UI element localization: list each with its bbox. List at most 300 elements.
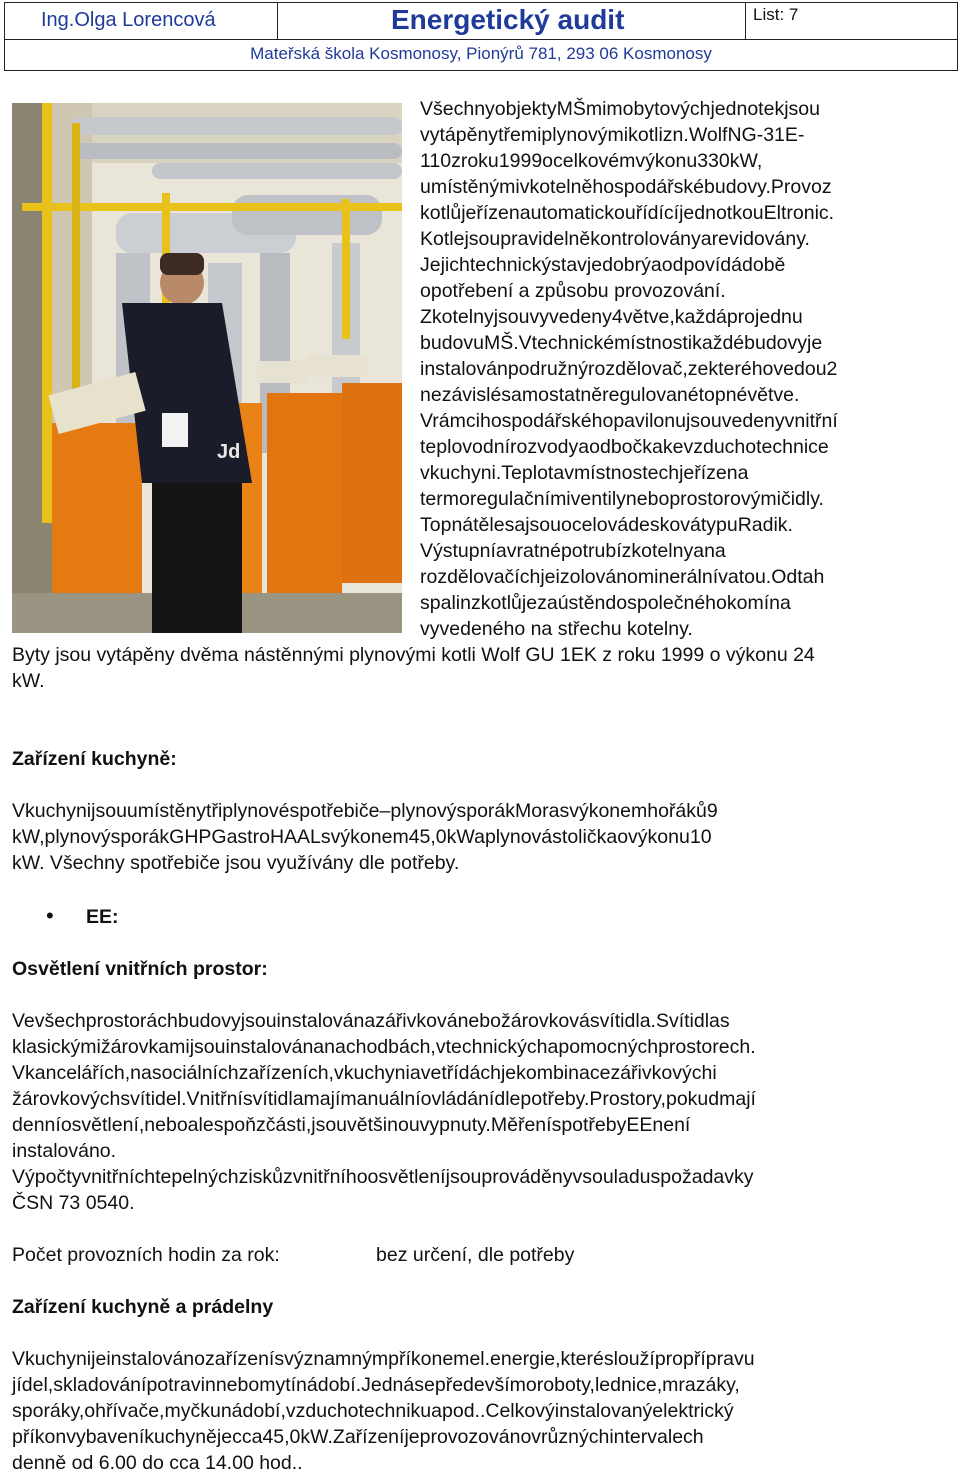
- text-line: instalováno.: [12, 1140, 117, 1162]
- word: kotelny: [631, 540, 694, 562]
- word: dobrý: [602, 254, 651, 276]
- word: ke: [662, 436, 684, 458]
- word: budovy: [744, 332, 808, 354]
- word: lednice,: [594, 1374, 663, 1396]
- word: pokud: [665, 1088, 720, 1110]
- word: kuchyni: [343, 1062, 410, 1084]
- word: příkonem: [388, 1348, 470, 1370]
- word: se: [414, 1374, 435, 1396]
- word: Topná: [420, 514, 474, 536]
- header-divider: [277, 3, 278, 39]
- word: V: [12, 1348, 26, 1370]
- word: izolováno: [555, 566, 638, 588]
- word: vatou.: [718, 566, 772, 588]
- word: MŠ.: [483, 332, 519, 354]
- word: svítidel.: [120, 1088, 187, 1110]
- word: o: [617, 826, 629, 848]
- word: hospodářského: [479, 410, 614, 432]
- word: sporák: [110, 826, 170, 848]
- text-line: [12, 1398, 948, 1424]
- text-line: [12, 1372, 948, 1398]
- word: celkovém: [553, 150, 636, 172]
- word: hospodářské: [592, 176, 705, 198]
- word: nádobí,: [220, 1400, 286, 1422]
- word: objekty: [494, 98, 557, 120]
- word: kW,: [729, 150, 763, 172]
- word: jsou: [240, 1010, 277, 1032]
- word: zářivková: [375, 1010, 458, 1032]
- word: nezávislé: [420, 384, 502, 406]
- word: není: [652, 1114, 691, 1136]
- word: na: [130, 1062, 152, 1084]
- word: většinou: [347, 1114, 420, 1136]
- word: plynový: [44, 826, 111, 848]
- word: 1999: [498, 150, 543, 172]
- header-page-number: List: 7: [753, 5, 799, 24]
- word: Z: [420, 306, 432, 328]
- word: je: [586, 254, 603, 276]
- word: zařízeních,: [238, 1062, 334, 1084]
- word: mytí: [259, 1374, 297, 1396]
- word: a: [431, 1400, 442, 1422]
- word: v: [564, 462, 574, 484]
- text-line: [12, 1346, 948, 1372]
- word: Gastro: [211, 826, 270, 848]
- word: nebo: [457, 1010, 501, 1032]
- word: budovy.: [704, 176, 771, 198]
- word: manuální: [340, 1088, 421, 1110]
- word: roboty,: [536, 1374, 595, 1396]
- text-line: [420, 434, 948, 460]
- word: kancelářích,: [25, 1062, 131, 1084]
- word: Svítidla: [655, 1010, 720, 1032]
- word: Radik.: [737, 514, 793, 536]
- word: osvětlení,: [60, 1114, 145, 1136]
- word: vybavení: [66, 1426, 145, 1448]
- word: vedou: [773, 358, 827, 380]
- text-line: [12, 1164, 948, 1190]
- ee-label: EE:: [86, 906, 119, 928]
- word: technický: [469, 254, 552, 276]
- word: s: [274, 1348, 285, 1370]
- text-line: [420, 486, 948, 512]
- word: Odtah: [771, 566, 825, 588]
- word: pomocných: [558, 1036, 659, 1058]
- word: o: [525, 1374, 537, 1396]
- word: typu: [700, 514, 738, 536]
- word: spotřeby: [551, 1114, 627, 1136]
- kitchen-paragraph: [12, 798, 948, 876]
- word: instalovaný: [554, 1400, 653, 1422]
- word: příkon: [12, 1426, 67, 1448]
- text-line: [12, 798, 948, 824]
- word: jsou: [784, 98, 820, 120]
- word: kW.: [300, 1426, 333, 1448]
- word: rozdělovač,: [588, 358, 688, 380]
- lighting-paragraph: [12, 1008, 948, 1216]
- word: kW: [446, 826, 475, 848]
- word: osvětlení: [367, 1166, 446, 1188]
- word: části,: [265, 1114, 312, 1136]
- word: teplovodní: [420, 436, 510, 458]
- word: EE: [626, 1114, 653, 1136]
- word: odpovídá: [661, 254, 742, 276]
- word: jsou: [685, 410, 722, 432]
- word: Výstupní: [420, 540, 496, 562]
- word: ovládání: [420, 1088, 495, 1110]
- word: tři: [206, 800, 223, 822]
- word: jsou: [311, 1114, 348, 1136]
- text-line: [420, 148, 948, 174]
- word: každá: [674, 306, 727, 328]
- word: budovy: [177, 1010, 241, 1032]
- word: instalován: [420, 358, 508, 380]
- word: plynová: [484, 826, 553, 848]
- word: Ve: [12, 1010, 35, 1032]
- word: vnitřního: [292, 1166, 368, 1188]
- word: denní: [12, 1114, 61, 1136]
- word: přípravu: [683, 1348, 755, 1370]
- word: spalin: [420, 592, 471, 614]
- word: el.energie,: [469, 1348, 561, 1370]
- word: v: [519, 176, 530, 198]
- word: pavilonu: [613, 410, 686, 432]
- header-title: Energetický audit: [391, 4, 625, 35]
- word: NG-31: [727, 124, 785, 146]
- word: instalována: [276, 1010, 376, 1032]
- word: s: [320, 826, 331, 848]
- word: všech: [34, 1010, 86, 1032]
- word: pod..: [442, 1400, 486, 1422]
- text-line: [12, 1008, 948, 1034]
- text-line: [420, 252, 948, 278]
- word: pro: [726, 306, 756, 328]
- word: desková: [628, 514, 701, 536]
- word: s: [559, 800, 570, 822]
- word: Eltronic.: [763, 202, 835, 224]
- text-line: ČSN 73 0540.: [12, 1192, 135, 1214]
- word: společného: [627, 592, 727, 614]
- word: větve.: [747, 384, 800, 406]
- word: ve: [420, 1062, 442, 1084]
- text-line: [12, 1086, 948, 1112]
- word: místnosti: [614, 332, 693, 354]
- word: je: [500, 1062, 517, 1084]
- word: je: [404, 1426, 420, 1448]
- word: prostorách: [85, 1010, 178, 1032]
- word: nebo: [625, 488, 670, 510]
- word: umístěnými: [420, 176, 520, 198]
- word: třídách: [441, 1062, 501, 1084]
- word: do: [605, 592, 628, 614]
- word: cca: [232, 1426, 263, 1448]
- text-line: [12, 1424, 948, 1450]
- text-line: [12, 1112, 948, 1138]
- text-line: [420, 122, 948, 148]
- word: jsou: [91, 800, 127, 822]
- word: vratné: [506, 540, 561, 562]
- text-line: [420, 174, 948, 200]
- word: na: [324, 1036, 346, 1058]
- word: o: [542, 150, 554, 172]
- word: technických: [445, 1036, 548, 1058]
- text-line: [420, 330, 948, 356]
- text-line: [420, 356, 948, 382]
- word: souladu: [582, 1166, 651, 1188]
- word: požadavky: [660, 1166, 754, 1188]
- word: V: [12, 1062, 26, 1084]
- word: je: [679, 462, 695, 484]
- word: a: [578, 436, 590, 458]
- word: 45,0: [408, 826, 447, 848]
- text-line: kW.: [12, 670, 45, 692]
- word: bytových: [633, 98, 711, 120]
- word: technické: [531, 332, 615, 354]
- kitchen-heading: Zařízení kuchyně:: [12, 748, 177, 770]
- word: z: [451, 150, 461, 172]
- word: žárovková: [500, 1010, 590, 1032]
- word: je: [91, 1348, 107, 1370]
- word: sporák: [456, 800, 515, 822]
- word: je: [540, 566, 556, 588]
- word: vedeny: [721, 410, 785, 432]
- word: kuchyni: [25, 800, 92, 822]
- word: umístěny: [126, 800, 207, 822]
- text-line: [420, 382, 948, 408]
- kitchen-laundry-heading: Zařízení kuchyně a prádelny: [12, 1296, 274, 1318]
- word: nebo: [144, 1114, 188, 1136]
- word: v: [435, 1036, 446, 1058]
- word: a: [650, 254, 662, 276]
- text-line: kW. Všechny spotřebiče jsou využívány dle potřeby.: [12, 852, 460, 874]
- word: nádobí.: [296, 1374, 362, 1396]
- word: čidly.: [780, 488, 824, 510]
- word: budovu: [420, 332, 484, 354]
- word: a: [474, 826, 485, 848]
- word: z: [621, 540, 632, 562]
- word: kotli: [628, 124, 663, 146]
- word: prováděny: [481, 1166, 573, 1188]
- word: jsou: [189, 1036, 226, 1058]
- word: je: [807, 332, 823, 354]
- word: tepelných: [155, 1166, 239, 1188]
- word: mají: [719, 1088, 756, 1110]
- word: vypnuty.: [419, 1114, 491, 1136]
- hours-label: Počet provozních hodin za rok:: [12, 1244, 280, 1266]
- word: stolička: [552, 826, 618, 848]
- word: kontrolovány: [590, 228, 701, 250]
- word: 9: [706, 800, 718, 822]
- word: V: [420, 410, 433, 432]
- word: skladování: [53, 1374, 147, 1396]
- word: zaústěn: [537, 592, 606, 614]
- word: žárovkami: [100, 1036, 190, 1058]
- word: Prostory,: [589, 1088, 666, 1110]
- word: alespoň: [187, 1114, 256, 1136]
- word: je: [461, 202, 477, 224]
- word: automatickou: [519, 202, 636, 224]
- word: provozováno: [419, 1426, 532, 1448]
- word: prostorech.: [658, 1036, 756, 1058]
- word: elektrický: [652, 1400, 734, 1422]
- word: sporáky,: [12, 1400, 85, 1422]
- word: je: [216, 1426, 233, 1448]
- word: žárovkových: [12, 1088, 121, 1110]
- word: Měření: [490, 1114, 552, 1136]
- word: a: [547, 1036, 559, 1058]
- heating-paragraph: [420, 96, 948, 642]
- header-subtitle: Mateřská škola Kosmonosy, Pionýrů 781, 293 06 Kosmonosy: [250, 44, 712, 63]
- word: ventily: [570, 488, 626, 510]
- word: zařízení: [204, 1348, 275, 1370]
- word: pravidelně: [500, 228, 591, 250]
- word: jsou: [464, 228, 501, 250]
- word: kuchyni.: [429, 462, 502, 484]
- word: tělesa: [473, 514, 526, 536]
- word: podružný: [507, 358, 589, 380]
- text-line: [420, 564, 948, 590]
- word: Wolf: [688, 124, 728, 146]
- word: kotlů: [480, 592, 522, 614]
- word: V: [518, 332, 532, 354]
- word: roku: [460, 150, 499, 172]
- word: kW,: [12, 826, 45, 848]
- word: době: [742, 254, 786, 276]
- word: a: [409, 1062, 421, 1084]
- word: jídel,: [12, 1374, 54, 1396]
- word: instalována: [225, 1036, 325, 1058]
- word: Provoz: [770, 176, 832, 198]
- word: a: [700, 228, 712, 250]
- bullet-icon: •: [46, 903, 54, 928]
- kitchen-laundry-paragraph: [12, 1346, 948, 1476]
- word: prostorovými: [669, 488, 781, 510]
- word: místnostech: [573, 462, 680, 484]
- word: kotlů: [420, 202, 462, 224]
- text-line: [420, 538, 948, 564]
- word: plynový: [390, 800, 457, 822]
- word: potravin: [146, 1374, 216, 1396]
- word: MŠ: [556, 98, 586, 120]
- word: řízena: [694, 462, 749, 484]
- word: Celkový: [485, 1400, 555, 1422]
- word: zn.: [662, 124, 689, 146]
- word: sociálních: [151, 1062, 239, 1084]
- word: komína: [726, 592, 791, 614]
- word: ze: [687, 358, 709, 380]
- word: termoregulačními: [420, 488, 571, 510]
- word: odbočka: [589, 436, 663, 458]
- text-line: [420, 512, 948, 538]
- word: vzduchotechnice: [683, 436, 829, 458]
- word: Vnitřní: [186, 1088, 243, 1110]
- word: stav: [551, 254, 587, 276]
- word: 2: [826, 358, 838, 380]
- word: i: [712, 1062, 717, 1084]
- word: výkonu: [628, 826, 690, 848]
- word: jsou: [445, 1166, 482, 1188]
- word: Výpočty: [12, 1166, 82, 1188]
- word: instalováno: [106, 1348, 205, 1370]
- word: myčku: [164, 1400, 221, 1422]
- word: kotelny: [431, 306, 494, 328]
- text-line: [420, 460, 948, 486]
- text-line: [420, 304, 948, 330]
- word: vytápěny: [420, 124, 499, 146]
- word: kuchyni: [25, 1348, 92, 1370]
- word: topné: [698, 384, 748, 406]
- word: Zařízení: [332, 1426, 405, 1448]
- text-line: [420, 590, 948, 616]
- word: 45,0: [262, 1426, 301, 1448]
- word: slouží: [603, 1348, 655, 1370]
- boiler-room-illustration: [12, 103, 402, 633]
- text-line: [12, 824, 948, 850]
- word: pro: [654, 1348, 684, 1370]
- word: E-: [784, 124, 805, 146]
- word: minerální: [637, 566, 719, 588]
- hours-value: bez určení, dle potřeby: [376, 1244, 575, 1266]
- word: rozvody: [510, 436, 579, 458]
- word: vnitřních: [81, 1166, 156, 1188]
- word: potřeby.: [520, 1088, 590, 1110]
- header-author: Ing.Olga Lorencová: [41, 9, 216, 31]
- word: v: [333, 1062, 344, 1084]
- boiler-room-photo: [12, 103, 402, 633]
- word: plynovými: [541, 124, 629, 146]
- word: 10: [689, 826, 712, 848]
- word: ohřívače,: [84, 1400, 165, 1422]
- word: kotelně: [529, 176, 593, 198]
- text-line: [420, 96, 948, 122]
- word: větve,: [622, 306, 675, 328]
- svg-text:Jd: Jd: [217, 441, 241, 463]
- word: chodbách,: [345, 1036, 436, 1058]
- word: jednu: [755, 306, 803, 328]
- page-header: [4, 2, 958, 39]
- text-line: vyvedeného na střechu kotelny.: [420, 618, 693, 640]
- word: intervalech: [609, 1426, 704, 1448]
- word: v: [531, 1426, 542, 1448]
- text-line: [12, 1034, 948, 1060]
- word: plynové: [222, 800, 290, 822]
- word: 110: [420, 150, 452, 172]
- word: mrazáky,: [662, 1374, 740, 1396]
- word: jsou: [525, 514, 561, 536]
- word: kterého: [708, 358, 774, 380]
- word: spotřebiče: [289, 800, 380, 822]
- word: především: [434, 1374, 526, 1396]
- word: z: [255, 1114, 266, 1136]
- word: rámci: [432, 410, 480, 432]
- text-line: [12, 1060, 948, 1086]
- word: zisků: [238, 1166, 283, 1188]
- word: klasickými: [12, 1036, 101, 1058]
- word: potrubí: [560, 540, 622, 562]
- word: hořáků: [647, 800, 707, 822]
- word: je: [521, 592, 538, 614]
- word: výkonem: [330, 826, 409, 848]
- flats-paragraph: [12, 642, 948, 694]
- header-subtitle-box: [4, 39, 958, 71]
- word: v: [572, 1166, 583, 1188]
- word: třemi: [498, 124, 542, 146]
- word: každé: [692, 332, 745, 354]
- text-line: [420, 200, 948, 226]
- word: řídící: [635, 202, 680, 224]
- word: svítidla: [242, 1088, 304, 1110]
- word: vnitřní: [784, 410, 838, 432]
